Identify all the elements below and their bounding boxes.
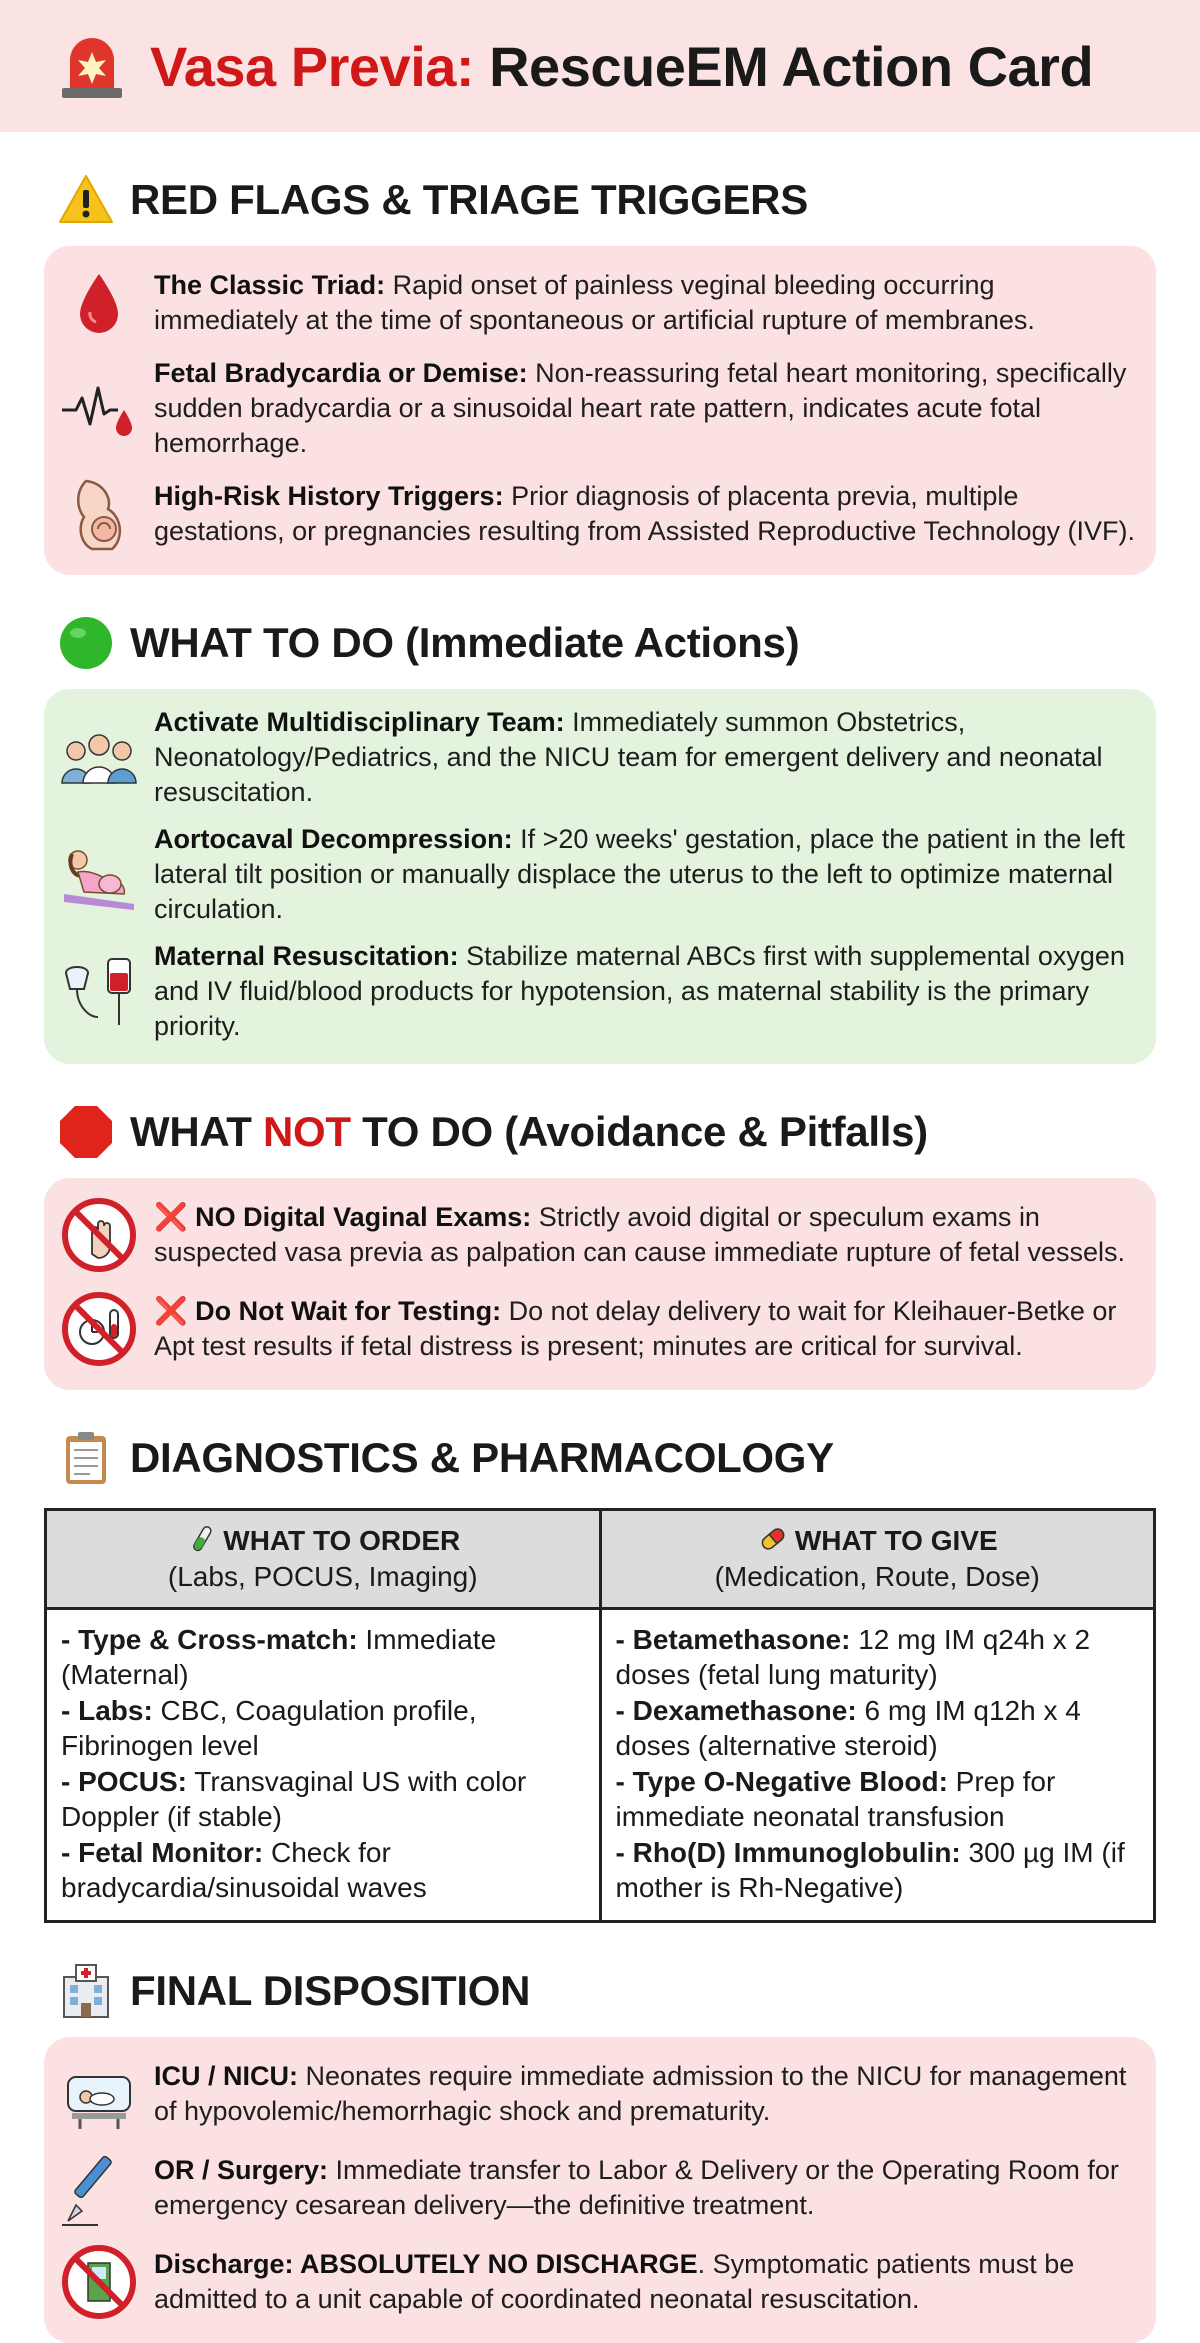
hospital-icon <box>56 1961 116 2021</box>
list-item: Maternal Resuscitation: Stabilize maternal ABCs first with supplemental oxygen and IV fluid/blood products for hypotension, as maternal stability is the primary priority. <box>58 933 1142 1050</box>
blood-drop-icon <box>58 262 140 344</box>
diagnostics-heading: DIAGNOSTICS & PHARMACOLOGY <box>44 1412 1156 1504</box>
disposition-card <box>44 2037 1156 2343</box>
list-item: Activate Multidisciplinary Team: Immediately summon Obstetrics, Neonatology/Pediatrics, and the NICU team for emergent delivery and neonatal resuscitation. <box>58 699 1142 816</box>
warning-icon <box>56 170 116 230</box>
no-discharge-icon <box>58 2241 140 2323</box>
list-item: - POCUS: Transvaginal US with color Doppler (if stable) <box>61 1766 527 1832</box>
diagnostics-section <box>0 1412 1200 1923</box>
give-column <box>600 1609 1155 1922</box>
disposition-heading: FINAL DISPOSITION <box>44 1945 1156 2037</box>
green-circle-icon <box>56 613 116 673</box>
what-not-to-do-heading: WHAT NOT TO DO (Avoidance & Pitfalls) <box>44 1086 1156 1178</box>
red-flags-card <box>44 246 1156 575</box>
medical-team-icon <box>58 717 140 799</box>
red-flags-section <box>0 154 1200 575</box>
list-item: High-Risk History Triggers: Prior diagnosis of placenta previa, multiple gestations, or pregnancies resulting from Assisted Reproductive Technology (IVF). <box>58 467 1142 561</box>
list-item: - Betamethasone: 12 mg IM q24h x 2 doses (fetal lung maturity) <box>615 1624 1091 1690</box>
list-item: - Dexamethasone: 6 mg IM q12h x 4 doses (alternative steroid) <box>615 1695 1081 1761</box>
list-item: - Labs: CBC, Coagulation profile, Fibrinogen level <box>61 1695 477 1761</box>
siren-icon <box>56 30 128 102</box>
left-tilt-patient-icon <box>58 834 140 916</box>
stop-sign-icon <box>56 1102 116 1162</box>
list-item: OR / Surgery: Immediate transfer to Labor & Delivery or the Operating Room for emergency cesarean delivery—the definitive treatment. <box>58 2141 1142 2235</box>
disposition-section <box>0 1945 1200 2343</box>
oxygen-iv-icon <box>58 951 140 1033</box>
pregnant-icon <box>58 473 140 555</box>
test-tube-icon <box>185 1523 217 1555</box>
clipboard-icon <box>56 1428 116 1488</box>
list-item: ❌ Do Not Wait for Testing: Do not delay delivery to wait for Kleihauer-Betke or Apt test results if fetal distress is present; minutes are critical for survival. <box>58 1282 1142 1376</box>
heart-rhythm-icon <box>58 368 140 450</box>
list-item: Aortocaval Decompression: If >20 weeks' gestation, place the patient in the left lateral tilt position or manually displace the uterus to the left to optimize maternal circulation. <box>58 816 1142 933</box>
diagnostics-table <box>44 1508 1156 1923</box>
give-column-header: WHAT TO GIVE (Medication, Route, Dose) <box>600 1510 1155 1609</box>
incubator-icon <box>58 2053 140 2135</box>
what-not-to-do-card <box>44 1178 1156 1390</box>
scalpel-icon <box>58 2147 140 2229</box>
list-item: ❌ NO Digital Vaginal Exams: Strictly avoid digital or speculum exams in suspected vasa previa as palpation can cause immediate rupture of fetal vessels. <box>58 1188 1142 1282</box>
list-item: ICU / NICU: Neonates require immediate admission to the NICU for management of hypovolemic/hemorrhagic shock and prematurity. <box>58 2047 1142 2141</box>
no-wait-icon <box>58 1288 140 1370</box>
list-item: - Fetal Monitor: Check for bradycardia/sinusoidal waves <box>61 1837 427 1903</box>
page-title: Vasa Previa: RescueEM Action Card <box>150 34 1094 98</box>
pill-icon <box>757 1523 789 1555</box>
no-exam-icon <box>58 1194 140 1276</box>
what-to-do-heading: WHAT TO DO (Immediate Actions) <box>44 597 1156 689</box>
list-item: - Type & Cross-match: Immediate (Maternal) <box>61 1624 497 1690</box>
what-not-to-do-section <box>0 1086 1200 1390</box>
header <box>0 0 1200 132</box>
list-item: Fetal Bradycardia or Demise: Non-reassuring fetal heart monitoring, specifically sudden bradycardia or a sinusoidal heart rate pattern, indicates acute fotal hemorrhage. <box>58 350 1142 467</box>
order-column-header: WHAT TO ORDER (Labs, POCUS, Imaging) <box>46 1510 601 1609</box>
what-to-do-section <box>0 597 1200 1064</box>
list-item: Discharge: ABSOLUTELY NO DISCHARGE. Symptomatic patients must be admitted to a unit capable of coordinated neonatal resuscitation. <box>58 2235 1142 2329</box>
red-flags-heading: RED FLAGS & TRIAGE TRIGGERS <box>44 154 1156 246</box>
list-item: The Classic Triad: Rapid onset of painless veginal bleeding occurring immediately at the time of spontaneous or artificial rupture of membranes. <box>58 256 1142 350</box>
order-column <box>46 1609 601 1922</box>
what-to-do-card <box>44 689 1156 1064</box>
list-item: - Type O-Negative Blood: Prep for immediate neonatal transfusion <box>615 1766 1056 1832</box>
list-item: - Rho(D) Immunoglobulin: 300 µg IM (if mother is Rh-Negative) <box>615 1837 1125 1903</box>
